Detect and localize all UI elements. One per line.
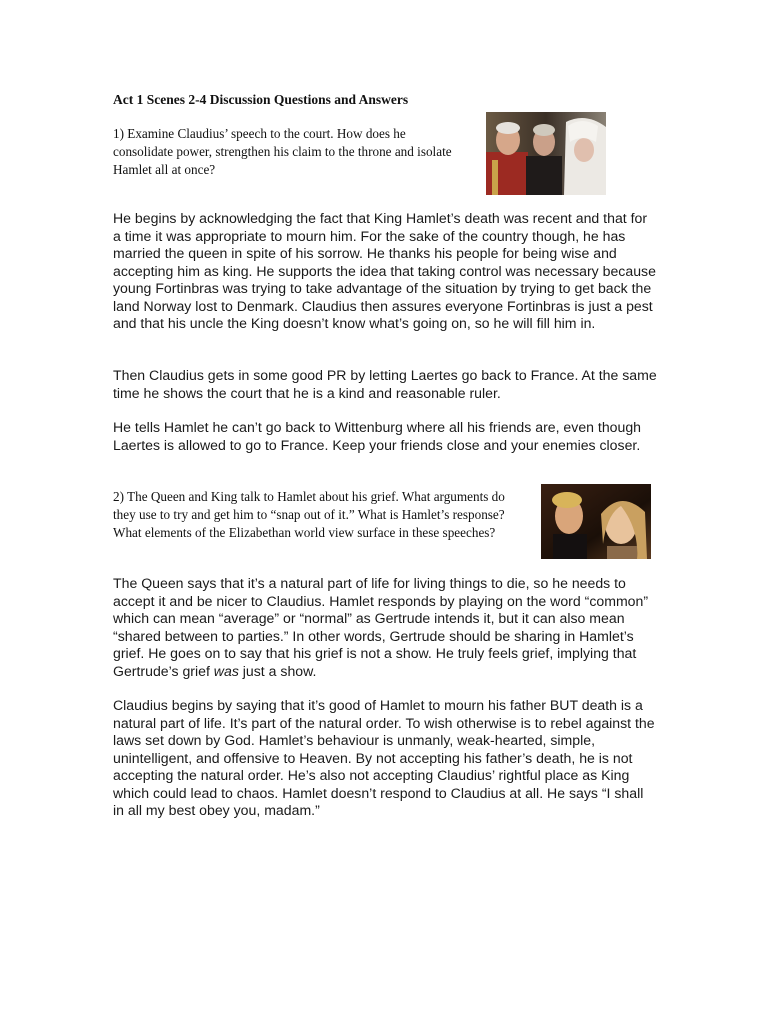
answer-2-emphasis: was bbox=[213, 662, 239, 679]
answer-1-paragraph-2: Then Claudius gets in some good PR by letting Laertes go back to France. At the same time he shows the court that he is a kind and reasonable ruler. bbox=[113, 367, 657, 401]
answer-2-text-after: just a show. bbox=[238, 662, 317, 679]
answer-1-paragraph-3: He tells Hamlet he can’t go back to Wittenburg where all his friends are, even though Laertes is allowed to go to France. Keep your friends close and your enemies closer. bbox=[113, 419, 642, 453]
answer-1-block-2 bbox=[113, 367, 658, 402]
question-1: 1) Examine Claudius’ speech to the court. How does he consolidate power, strengthen his claim to the throne and isolate Hamlet all at once? bbox=[113, 126, 452, 177]
document-title: Act 1 Scenes 2-4 Discussion Questions and Answers bbox=[113, 92, 409, 107]
answer-2-paragraph-2: Claudius begins by saying that it’s good of Hamlet to mourn his father BUT death is a natural part of life. It’s part of the natural order. To wish otherwise is to rebel against the laws set down by God. Hamlet’s behaviour is unmanly, weak-hearted, simple, unintelligent, and offensive to Heaven. By not accepting his father’s death, he is not accepting the natural order. He’s also not accepting Claudius’ rightful place as King which could lead to chaos. Hamlet doesn’t respond to Claudius at all. He says “I shall in all my best obey you, madam.” bbox=[113, 697, 655, 818]
answer-2-text-before: The Queen says that it’s a natural part of life for living things to die, so he needs to accept it and be nicer to Claudius. Hamlet responds by playing on the word “common” which can mean “average” or “normal” as Gertrude intends it, but it can also mean “shared between to parties.” In other words, Gertrude should be sharing in Hamlet’s grief. He goes on to say that his grief is not a show. He truly feels grief, implying that Gertrude’s grief bbox=[113, 575, 649, 679]
question-2: 2) The Queen and King talk to Hamlet about his grief. What arguments do they use to try and get him to “snap out of it.” What is Hamlet’s response? What elements of the Elizabethan world view surface in these speeches? bbox=[113, 489, 505, 540]
answer-2-block-2 bbox=[113, 697, 658, 820]
answer-2-paragraph-1 bbox=[113, 575, 658, 680]
answer-1-block bbox=[113, 210, 658, 333]
answer-2-block bbox=[113, 575, 658, 680]
photo-claudius-wedding bbox=[486, 112, 606, 195]
photo-hamlet-gertrude bbox=[541, 484, 651, 559]
answer-1-block-3 bbox=[113, 419, 658, 454]
answer-1-paragraph-1: He begins by acknowledging the fact that King Hamlet’s death was recent and that for a time it was appropriate to mourn him. For the sake of the country though, he has married the queen in spite of his sorrow. He thanks his people for being wise and accepting him as king. He supports the idea that taking control was necessary because young Fortinbras was trying to take advantage of the situation by trying to get back the land Norway lost to Denmark. Claudius then assures everyone Fortinbras is just a pest and that his uncle the King doesn’t know what’s going on, so he will fill him in. bbox=[113, 210, 656, 331]
